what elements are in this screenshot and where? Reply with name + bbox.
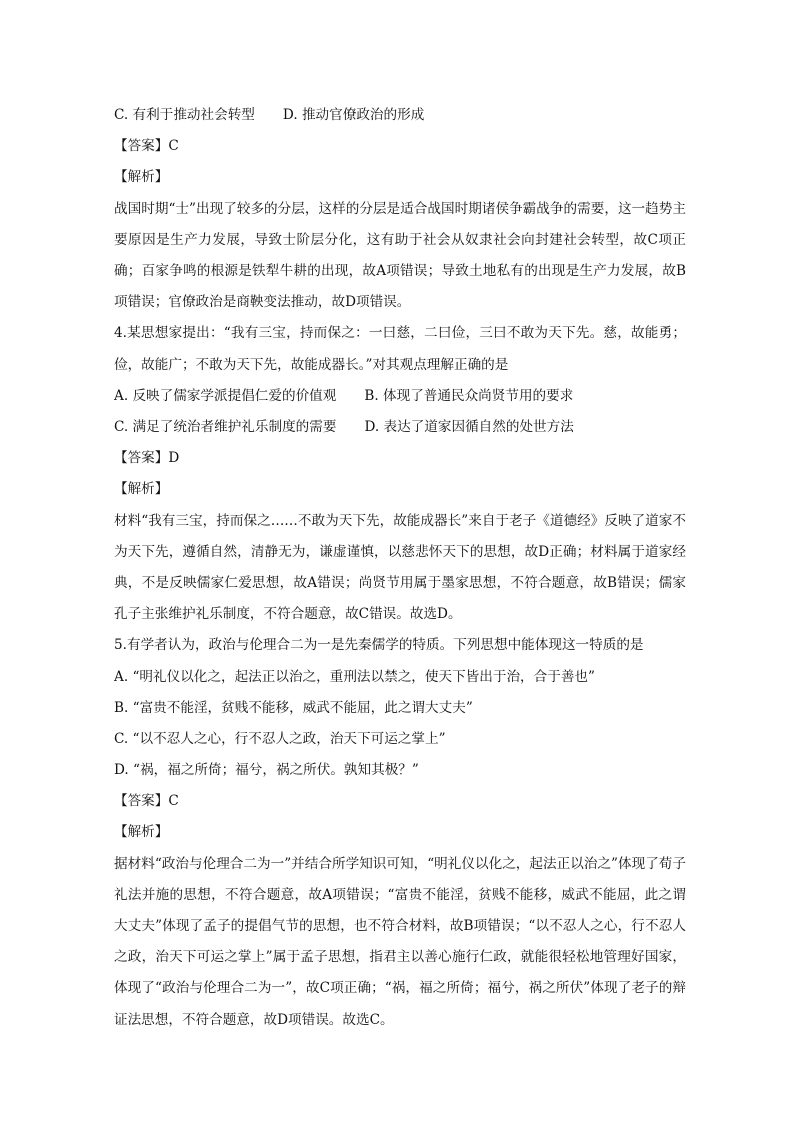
q5-option-c: C. “以不忍人之心，行不忍人之政，治天下可运之掌上” [114, 730, 446, 747]
q3-analysis-label: 【解析】 [114, 169, 169, 186]
q4-analysis-label: 【解析】 [114, 481, 169, 498]
q4-options-ab [114, 381, 686, 412]
q4-option-a: A. 反映了儒家学派提倡仁爱的价值观 [114, 387, 337, 404]
q5-option-d: D. “祸，福之所倚；福兮，祸之所伏。孰知其极？” [114, 762, 419, 779]
q3-analysis: 战国时期“士”出现了较多的分层，这样的分层是适合战国时期诸侯争霸战争的需要，这一趋势主要原因是生产力发展，导致士阶层分化，这有助于社会从奴隶社会向封建社会转型，故C项正确；百家争鸣的根源是铁犁牛耕的出现，故A项错误；导致土地私有的出现是生产力发展，故B项错误；官僚政治是商鞅变法推动，故D项错误。 [114, 200, 686, 311]
q4-analysis: 材料“我有三宝，持而保之……不敢为天下先，故能成器长”来自于老子《道德经》反映了道家不为天下先，遵循自然，清静无为，谦虚谨慎，以慈悲怀天下的思想，故D正确；材料属于道家经典，不是反映儒家仁爱思想，故A错误；尚贤节用属于墨家思想，不符合题意，故B错误；儒家孔子主张维护礼乐制度，不符合题意，故C错误。故选D。 [114, 512, 686, 623]
q3-options-cd [114, 100, 686, 131]
q5-stem: 5.有学者认为，政治与伦理合二为一是先秦儒学的特质。下列思想中能体现这一特质的是 [114, 637, 644, 654]
q4-option-c: C. 满足了统治者维护礼乐制度的需要 [114, 418, 337, 435]
q4-stem: 4.某思想家提出：“我有三宝，持而保之：一曰慈，二曰俭，三曰不敢为天下先。慈，故能勇；俭，故能广；不敢为天下先，故能成器长。”对其观点理解正确的是 [114, 325, 686, 373]
q4-option-b: B. 体现了普通民众尚贤节用的要求 [364, 387, 574, 404]
q4-option-d: D. 表达了道家因循自然的处世方法 [364, 418, 574, 435]
q5-answer: 【答案】C [114, 793, 179, 810]
q5-analysis-label: 【解析】 [114, 824, 169, 841]
q3-option-c: C. 有利于推动社会转型 [114, 107, 255, 123]
document-page [114, 100, 686, 1036]
q5-option-a: A. “明礼仪以化之，起法正以治之，重刑法以禁之，使天下皆出于治，合于善也” [114, 668, 595, 685]
q3-answer: 【答案】C [114, 138, 179, 155]
q4-options-cd [114, 412, 686, 443]
q5-analysis: 据材料“政治与伦理合二为一”并结合所学知识可知，“明礼仪以化之，起法正以治之”体现了荀子礼法并施的思想，不符合题意，故A项错误；“富贵不能淫，贫贱不能移，威武不能屈，此之谓大丈夫”体现了孟子的提倡气节的思想，也不符合材料，故B项错误；“以不忍人之心，行不忍人之政，治天下可运之掌上”属于孟子思想，指君主以善心施行仁政，就能很轻松地管理好国家，体现了“政治与伦理合二为一”，故C项正确；“祸，福之所倚；福兮，祸之所伏”体现了老子的辩证法思想，不符合题意，故D项错误。故选C。 [114, 855, 686, 1028]
q3-option-d: D. 推动官僚政治的形成 [282, 107, 425, 123]
q5-option-b: B. “富贵不能淫，贫贱不能移，威武不能屈，此之谓大丈夫” [114, 699, 473, 716]
q4-answer: 【答案】D [114, 450, 180, 467]
